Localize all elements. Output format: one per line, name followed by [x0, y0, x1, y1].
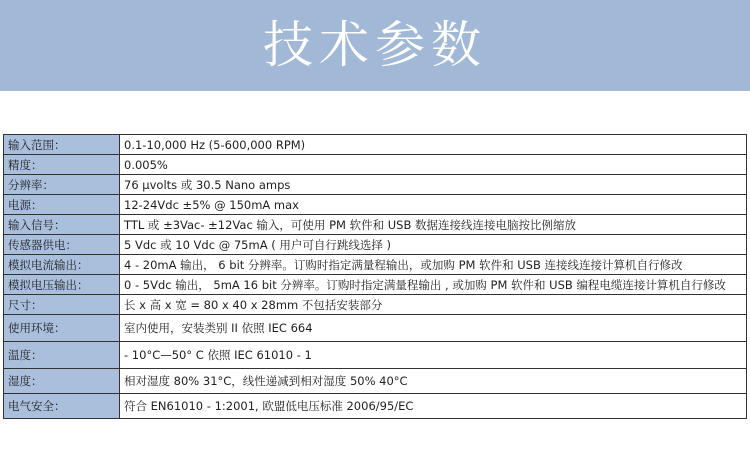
spec-value-sensor-power: 5 Vdc 或 10 Vdc @ 75mA ( 用户可自行跳线选择 )	[120, 235, 747, 255]
table-row	[4, 135, 747, 155]
table-row	[4, 295, 747, 315]
table-row	[4, 315, 747, 342]
spec-label-analog-voltage: 模拟电压输出：	[4, 275, 120, 295]
spec-value-analog-voltage: 0 - 5Vdc 输出， 5mA 16 bit 分辨率。订购时指定满量程输出 , 或加购 PM 软件和 USB 编程电缆连接计算机自行修改	[120, 275, 747, 295]
table-row	[4, 275, 747, 295]
spec-label-input-range: 输入范围：	[4, 135, 120, 155]
spec-label-input-signal: 输入信号：	[4, 215, 120, 235]
spec-label-accuracy: 精度：	[4, 155, 120, 175]
spec-value-temperature: - 10°C—50° C 依照 IEC 61010 - 1	[120, 342, 747, 369]
page-title: 技术参数	[263, 16, 487, 74]
spec-label-power: 电源：	[4, 195, 120, 215]
spec-label-environment: 使用环境：	[4, 315, 120, 342]
spec-label-humidity: 湿度：	[4, 369, 120, 394]
spec-label-dimensions: 尺寸：	[4, 295, 120, 315]
table-row	[4, 369, 747, 394]
spec-value-input-range: 0.1-10,000 Hz (5-600,000 RPM)	[120, 135, 747, 155]
table-row	[4, 255, 747, 275]
table-row	[4, 235, 747, 255]
spec-label-analog-current: 模拟电流输出：	[4, 255, 120, 275]
spec-table	[3, 134, 747, 419]
table-row	[4, 215, 747, 235]
spec-label-resolution: 分辨率：	[4, 175, 120, 195]
spec-value-power: 12-24Vdc ±5% @ 150mA max	[120, 195, 747, 215]
table-row	[4, 394, 747, 419]
spec-value-input-signal: TTL 或 ±3Vac- ±12Vac 输入，可使用 PM 软件和 USB 数据连接线连接电脑按比例缩放	[120, 215, 747, 235]
spec-value-humidity: 相对湿度 80% 31°C，线性递减到相对湿度 50% 40°C	[120, 369, 747, 394]
table-row	[4, 342, 747, 369]
spec-value-environment: 室内使用，安装类别 II 依照 IEC 664	[120, 315, 747, 342]
spec-value-electrical-safety: 符合 EN61010 - 1:2001, 欧盟低电压标准 2006/95/EC	[120, 394, 747, 419]
table-row	[4, 155, 747, 175]
table-row	[4, 175, 747, 195]
spec-label-electrical-safety: 电气安全：	[4, 394, 120, 419]
table-row	[4, 195, 747, 215]
spec-value-dimensions: 长 x 高 x 宽 = 80 x 40 x 28mm 不包括安装部分	[120, 295, 747, 315]
spec-label-sensor-power: 传感器供电：	[4, 235, 120, 255]
spec-value-analog-current: 4 - 20mA 输出， 6 bit 分辨率。订购时指定满量程输出，或加购 PM 软件和 USB 连接线连接计算机自行修改	[120, 255, 747, 275]
spec-value-accuracy: 0.005%	[120, 155, 747, 175]
spec-value-resolution: 76 μvolts 或 30.5 Nano amps	[120, 175, 747, 195]
spec-label-temperature: 温度：	[4, 342, 120, 369]
